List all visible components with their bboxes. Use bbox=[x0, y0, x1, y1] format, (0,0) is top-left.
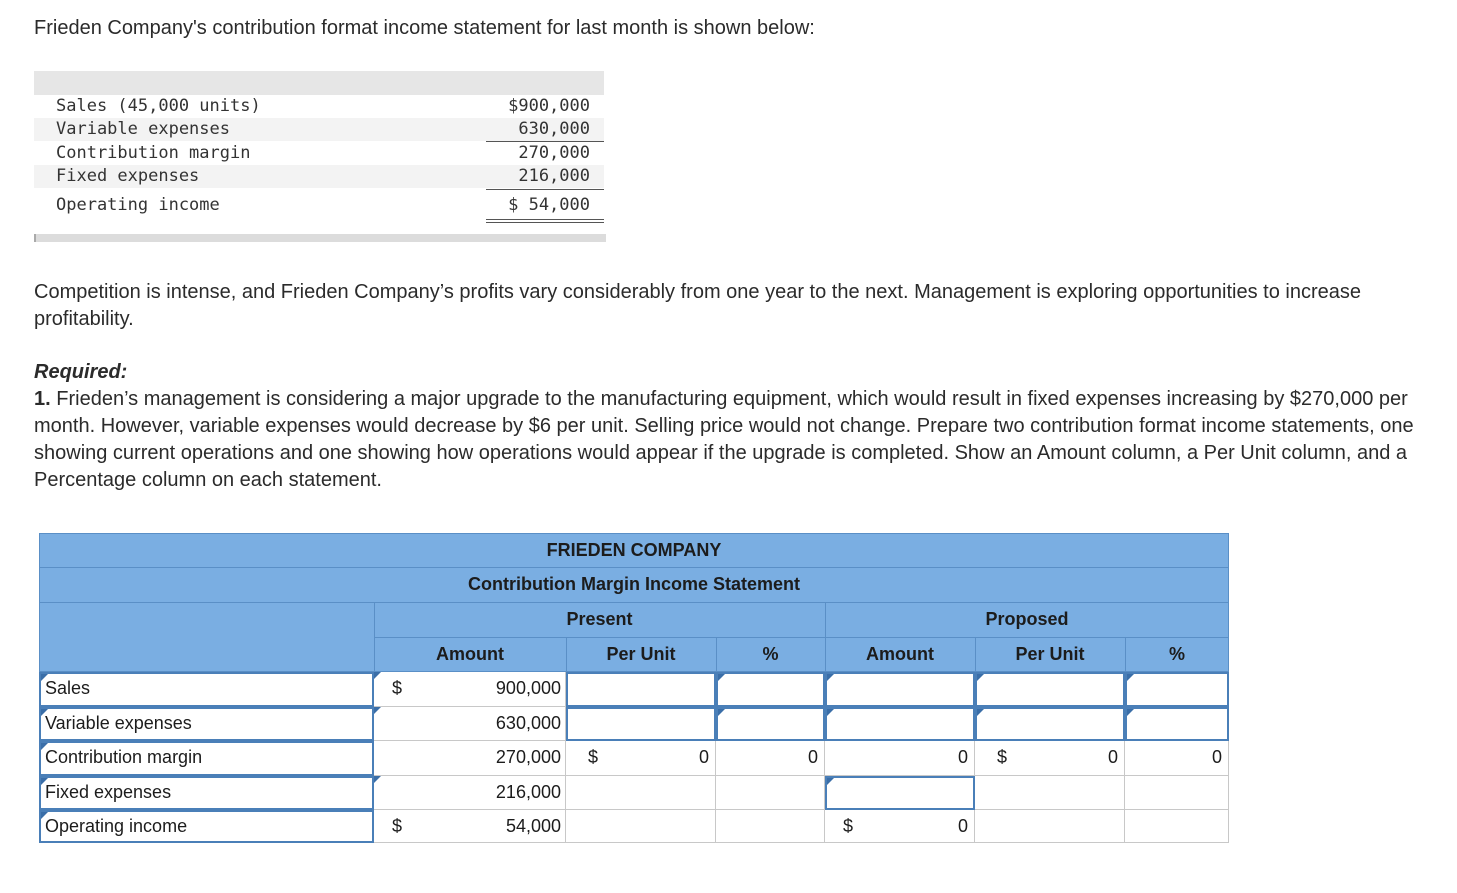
present-percent-cell bbox=[716, 810, 825, 843]
computed-value: 0 bbox=[698, 747, 709, 767]
present-percent-cell bbox=[716, 776, 825, 810]
statement-row-value: 216,000 bbox=[518, 166, 590, 186]
amount-value: 270,000 bbox=[495, 747, 561, 767]
statement-row bbox=[34, 194, 604, 217]
row-label-fixed-expenses[interactable] bbox=[39, 776, 374, 810]
row-label-operating-income[interactable] bbox=[39, 810, 374, 843]
proposed-percent-input[interactable] bbox=[1125, 707, 1229, 741]
present-per-unit-input[interactable] bbox=[566, 672, 716, 707]
dropdown-marker-icon bbox=[977, 709, 984, 716]
dropdown-marker-icon bbox=[1127, 674, 1134, 681]
computed-value: 0 bbox=[957, 747, 968, 767]
proposed-header: Proposed bbox=[985, 609, 1069, 629]
dropdown-marker-icon bbox=[718, 709, 725, 716]
answer-table bbox=[39, 533, 1229, 843]
row-label-sales[interactable] bbox=[39, 672, 374, 707]
proposed-per-unit-input[interactable] bbox=[975, 672, 1125, 707]
statement-row-value: 270,000 bbox=[518, 143, 590, 163]
proposed-percent-header: % bbox=[1168, 644, 1185, 664]
dropdown-marker-icon bbox=[41, 812, 48, 819]
proposed-amount-header: Amount bbox=[866, 644, 934, 664]
proposed-amount-input[interactable] bbox=[825, 776, 975, 810]
given-income-statement bbox=[34, 71, 604, 243]
dropdown-marker-icon bbox=[827, 778, 834, 785]
present-percent-cell bbox=[716, 741, 825, 776]
statement-row bbox=[34, 118, 604, 141]
proposed-amount-cell bbox=[825, 741, 975, 776]
dollar-sign: $ bbox=[392, 816, 403, 836]
statement-row-label: Contribution margin bbox=[56, 143, 251, 163]
statement-row bbox=[34, 165, 604, 188]
present-per-unit-input[interactable] bbox=[566, 707, 716, 741]
dropdown-marker-icon bbox=[41, 709, 48, 716]
computed-value: 0 bbox=[807, 747, 818, 767]
required-text-block bbox=[34, 386, 1454, 494]
amount-value: 54,000 bbox=[505, 816, 561, 836]
intro-text: Frieden Company's contribution format income statement for last month is shown below: bbox=[34, 17, 815, 39]
present-percent-input[interactable] bbox=[716, 707, 825, 741]
required-heading: Required: bbox=[34, 361, 128, 383]
dropdown-marker-icon bbox=[827, 709, 834, 716]
underline bbox=[486, 189, 604, 190]
proposed-per-unit-header: Per Unit bbox=[1015, 644, 1085, 664]
proposed-per-unit-input[interactable] bbox=[975, 707, 1125, 741]
row-label-text: Sales bbox=[45, 678, 91, 698]
dropdown-marker-icon bbox=[718, 674, 725, 681]
statement-row-label: Fixed expenses bbox=[56, 166, 200, 186]
row-label-text: Contribution margin bbox=[45, 747, 203, 767]
proposed-percent-cell bbox=[1125, 776, 1229, 810]
dollar-sign: $ bbox=[843, 816, 854, 836]
present-amount-header: Amount bbox=[436, 644, 504, 664]
amount-value: 630,000 bbox=[495, 713, 561, 733]
dropdown-marker-icon bbox=[1127, 709, 1134, 716]
present-amount-cell bbox=[374, 707, 566, 741]
proposed-amount-cell bbox=[825, 810, 975, 843]
proposed-percent-cell bbox=[1125, 741, 1229, 776]
dropdown-marker-icon bbox=[41, 674, 48, 681]
header-divider bbox=[374, 637, 1229, 638]
dropdown-marker-icon bbox=[374, 776, 381, 783]
present-percent-input[interactable] bbox=[716, 672, 825, 707]
computed-value: 0 bbox=[1211, 747, 1222, 767]
present-amount-cell bbox=[374, 810, 566, 843]
proposed-per-unit-cell bbox=[975, 810, 1125, 843]
dropdown-marker-icon bbox=[374, 707, 381, 714]
statement-row-label: Variable expenses bbox=[56, 119, 230, 139]
computed-value: 0 bbox=[1107, 747, 1118, 767]
statement-row-label: Operating income bbox=[56, 195, 220, 215]
present-percent-header: % bbox=[762, 644, 779, 664]
proposed-amount-input[interactable] bbox=[825, 672, 975, 707]
amount-value: 216,000 bbox=[495, 782, 561, 802]
row-label-contribution-margin[interactable] bbox=[39, 741, 374, 776]
dropdown-marker-icon bbox=[827, 674, 834, 681]
present-per-unit-cell bbox=[566, 810, 716, 843]
proposed-per-unit-cell bbox=[975, 741, 1125, 776]
statement-row-value: $900,000 bbox=[508, 96, 590, 116]
dropdown-marker-icon bbox=[41, 743, 48, 750]
present-amount-cell bbox=[374, 776, 566, 810]
dropdown-marker-icon bbox=[977, 674, 984, 681]
present-per-unit-cell bbox=[566, 776, 716, 810]
dropdown-marker-icon bbox=[374, 672, 381, 679]
proposed-percent-cell bbox=[1125, 810, 1229, 843]
competition-paragraph: Competition is intense, and Frieden Company’s profits vary considerably from one year to the next. Management is exploring opportunities to increase profitability. bbox=[34, 281, 1361, 330]
dollar-sign: $ bbox=[997, 747, 1008, 767]
required-number: 1. bbox=[34, 388, 51, 410]
proposed-amount-input[interactable] bbox=[825, 707, 975, 741]
table-title: FRIEDEN COMPANY bbox=[546, 540, 722, 560]
proposed-percent-input[interactable] bbox=[1125, 672, 1229, 707]
required-section bbox=[34, 359, 1454, 494]
statement-top-band bbox=[34, 71, 604, 95]
present-per-unit-header: Per Unit bbox=[606, 644, 676, 664]
statement-row-value: 630,000 bbox=[518, 119, 590, 139]
proposed-per-unit-cell bbox=[975, 776, 1125, 810]
row-label-variable-expenses[interactable] bbox=[39, 707, 374, 741]
dropdown-marker-icon bbox=[41, 778, 48, 785]
double-underline-bottom bbox=[486, 222, 604, 223]
statement-row bbox=[34, 95, 604, 118]
table-subtitle: Contribution Margin Income Statement bbox=[467, 574, 800, 594]
present-header: Present bbox=[566, 609, 633, 629]
row-label-text: Variable expenses bbox=[45, 713, 192, 733]
double-underline-top bbox=[486, 219, 604, 220]
row-label-text: Operating income bbox=[45, 816, 188, 836]
present-amount-cell bbox=[374, 741, 566, 776]
present-amount-cell bbox=[374, 672, 566, 707]
required-text: Frieden’s management is considering a major upgrade to the manufacturing equipment, which would result in fixed expenses increasing by $270,000 per month. However, variable expenses would decrease by $6 per unit. Selling price would not change. Prepare two contribution format income statements, one showing current operations and one showing how operations would appear if the upgrade is completed. Show an Amount column, a Per Unit column, and a Percentage column on each statement. bbox=[34, 388, 1414, 491]
present-per-unit-cell bbox=[566, 741, 716, 776]
row-label-text: Fixed expenses bbox=[45, 782, 172, 802]
statement-row-value: $ 54,000 bbox=[508, 195, 590, 215]
computed-value: 0 bbox=[957, 816, 968, 836]
statement-bottom-band bbox=[34, 234, 606, 242]
dollar-sign: $ bbox=[588, 747, 599, 767]
amount-value: 900,000 bbox=[495, 678, 561, 698]
statement-row-label: Sales (45,000 units) bbox=[56, 96, 261, 116]
statement-row bbox=[34, 142, 604, 165]
dollar-sign: $ bbox=[392, 678, 403, 698]
